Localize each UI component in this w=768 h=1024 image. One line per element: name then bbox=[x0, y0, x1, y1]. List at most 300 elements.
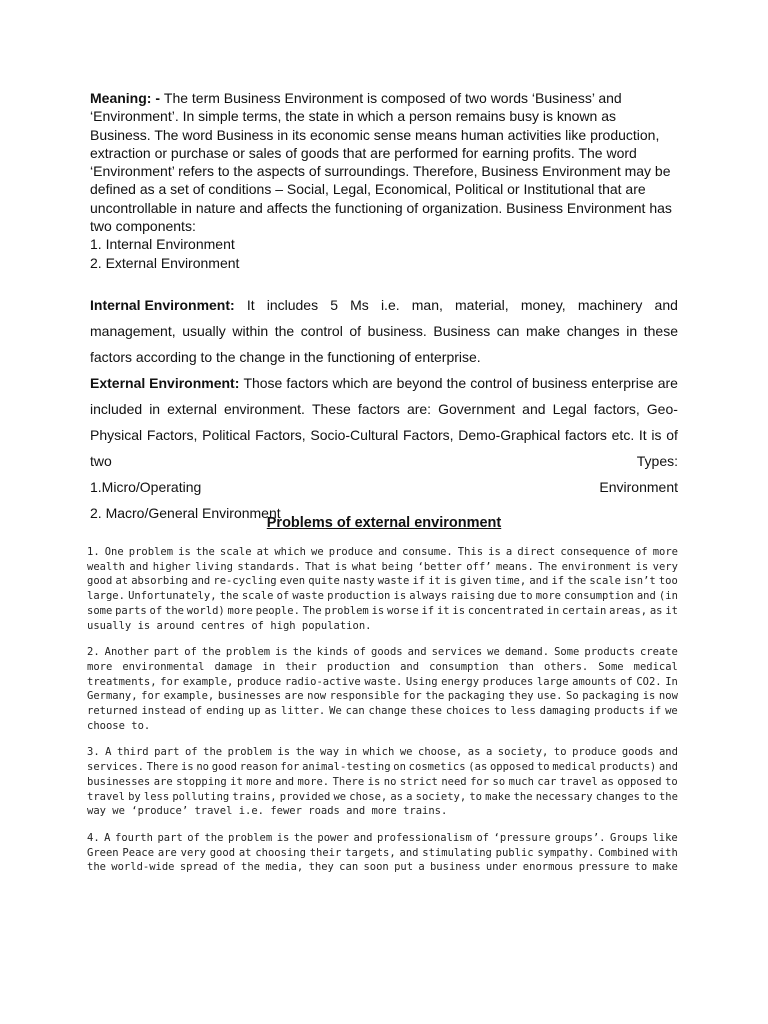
word: we bbox=[399, 746, 413, 759]
word: others. bbox=[544, 660, 589, 673]
word: Socio-Cultural bbox=[310, 427, 399, 443]
word: of bbox=[184, 746, 198, 759]
word: parts bbox=[115, 604, 147, 617]
word: part bbox=[154, 746, 180, 759]
text-run: 2. External Environment bbox=[90, 254, 240, 271]
word: This bbox=[457, 546, 484, 558]
word: choices bbox=[445, 705, 491, 718]
word: targets, bbox=[345, 846, 396, 859]
word: and bbox=[654, 297, 678, 313]
word: in bbox=[626, 323, 638, 339]
word: the bbox=[425, 690, 445, 703]
word: services. bbox=[87, 761, 144, 774]
word: goods bbox=[371, 646, 403, 659]
word: more bbox=[87, 660, 113, 673]
word: problem bbox=[227, 746, 272, 759]
word: people. bbox=[255, 604, 300, 617]
word: we bbox=[487, 646, 500, 659]
word: is bbox=[488, 546, 501, 558]
text-line bbox=[87, 545, 678, 560]
word: and bbox=[191, 575, 211, 588]
word: provided bbox=[279, 790, 331, 803]
word: consequence bbox=[560, 546, 630, 558]
word: and bbox=[129, 560, 149, 573]
word: energy bbox=[441, 675, 480, 688]
word: and bbox=[658, 746, 678, 759]
text-line bbox=[87, 745, 678, 760]
meaning-heading: Meaning: - bbox=[90, 90, 164, 106]
word: is bbox=[276, 831, 290, 844]
word: for bbox=[470, 775, 490, 788]
word: which bbox=[332, 375, 369, 391]
word: which bbox=[274, 546, 306, 558]
word: enormous bbox=[522, 861, 574, 874]
word: put bbox=[394, 861, 414, 874]
word: includes bbox=[266, 297, 319, 313]
word: example, bbox=[182, 675, 234, 688]
text-line bbox=[90, 180, 678, 198]
word: as bbox=[467, 746, 481, 759]
text-line bbox=[90, 448, 678, 474]
word: is bbox=[651, 427, 662, 443]
word: much bbox=[508, 775, 534, 788]
word: Ms bbox=[350, 297, 369, 313]
word: more bbox=[535, 590, 561, 603]
word: it bbox=[428, 575, 441, 588]
word: is bbox=[277, 746, 291, 759]
word: part bbox=[157, 831, 183, 844]
problems-list bbox=[87, 545, 678, 887]
word: can bbox=[345, 705, 365, 718]
problems-title-text: Problems of external environment bbox=[266, 515, 502, 531]
word: means. bbox=[495, 560, 534, 573]
word: and bbox=[636, 590, 656, 603]
word: their bbox=[285, 660, 317, 673]
text-line: usually is around centres of high population. bbox=[87, 619, 372, 632]
word: very bbox=[180, 846, 206, 859]
word: the bbox=[292, 646, 312, 659]
text-run: uncontrollable in nature and affects the functioning of organization. Business Environment has bbox=[90, 199, 672, 216]
word: are bbox=[157, 846, 177, 859]
word: the bbox=[204, 831, 224, 844]
text-line bbox=[87, 675, 678, 690]
word: strict bbox=[399, 775, 438, 788]
word: man, bbox=[411, 297, 443, 313]
text-line bbox=[87, 689, 678, 704]
word: is bbox=[180, 761, 194, 774]
word: and bbox=[400, 660, 420, 673]
word: concentrated bbox=[467, 604, 544, 617]
word: we bbox=[311, 546, 324, 558]
word: certain bbox=[562, 604, 607, 617]
word: fourth bbox=[115, 831, 153, 844]
external-environment-heading: External Environment: bbox=[90, 375, 240, 391]
word: groups’. bbox=[554, 831, 606, 844]
word: good bbox=[211, 761, 237, 774]
text-line bbox=[90, 107, 678, 125]
text-line bbox=[90, 235, 678, 253]
word: ‘pressure bbox=[493, 831, 551, 844]
word: professionalism bbox=[376, 831, 472, 844]
word: 2. bbox=[87, 646, 100, 659]
text-run: The term Business Environment is composed of two words ‘Business’ and bbox=[163, 90, 622, 106]
word: no bbox=[196, 761, 209, 774]
word: isn’t bbox=[624, 575, 656, 588]
text-run: ‘Environment’. In simple terms, the state in which a person remains busy is known as bbox=[90, 108, 617, 125]
word: the bbox=[203, 746, 223, 759]
word: car bbox=[537, 775, 557, 788]
text-run: defined as a set of conditions – Social, Legal, Economical, Political or Institutional that are bbox=[90, 181, 646, 198]
word: polluting bbox=[172, 790, 230, 803]
word: of bbox=[634, 546, 648, 558]
word: packaging bbox=[582, 690, 640, 703]
word: change bbox=[368, 705, 407, 718]
word: of bbox=[276, 590, 290, 603]
word: products) bbox=[599, 761, 657, 774]
word: as bbox=[601, 775, 614, 788]
word: time, bbox=[494, 575, 527, 588]
word: Germany, bbox=[87, 690, 138, 703]
word: goods bbox=[621, 746, 654, 759]
meaning-paragraph bbox=[90, 89, 678, 272]
word: in bbox=[149, 401, 161, 417]
word: to bbox=[469, 790, 482, 803]
word: stimulating bbox=[422, 846, 492, 859]
word: and bbox=[658, 761, 678, 774]
word: large bbox=[536, 675, 569, 688]
word: demand. bbox=[504, 646, 550, 659]
word: medical bbox=[552, 761, 597, 774]
text-run: 1. Internal Environment bbox=[90, 236, 235, 253]
word: Geo- bbox=[646, 401, 678, 417]
internal-environment-heading: Internal Environment: bbox=[90, 297, 235, 313]
word: to bbox=[665, 775, 678, 788]
text-line bbox=[87, 660, 678, 675]
word: Some bbox=[598, 660, 624, 673]
word: standards. bbox=[237, 560, 301, 573]
word: (as bbox=[468, 761, 488, 774]
word: Some bbox=[554, 646, 580, 659]
internal-environment-paragraph bbox=[90, 292, 678, 370]
word: damage bbox=[214, 660, 253, 673]
word: is bbox=[275, 646, 288, 659]
word: control bbox=[300, 323, 343, 339]
text-line bbox=[90, 254, 678, 272]
word: of bbox=[149, 604, 163, 617]
word: if bbox=[412, 575, 426, 588]
word: production bbox=[327, 590, 391, 603]
word: being bbox=[381, 560, 414, 573]
text-line bbox=[90, 292, 678, 318]
word: trains, bbox=[232, 790, 277, 803]
word: Business bbox=[433, 323, 491, 339]
word: problem bbox=[324, 604, 369, 617]
text-line bbox=[87, 846, 678, 861]
word: choosing bbox=[255, 846, 306, 859]
word: A bbox=[105, 746, 112, 759]
word: up bbox=[247, 705, 261, 718]
word: business bbox=[429, 861, 481, 874]
word: stopping bbox=[176, 775, 227, 788]
text-line bbox=[87, 704, 678, 719]
word: these bbox=[643, 323, 678, 339]
word: example, bbox=[163, 690, 215, 703]
word: we bbox=[665, 705, 678, 718]
word: Factors, bbox=[403, 427, 454, 443]
text-run: 1.Micro/Operating bbox=[90, 479, 202, 495]
word: if bbox=[648, 705, 662, 718]
word: is bbox=[367, 775, 381, 788]
text-line: factors according to the change in the functioning of enterprise. bbox=[90, 349, 481, 365]
word: which bbox=[362, 746, 395, 759]
word: is bbox=[178, 546, 191, 558]
word: The bbox=[302, 604, 322, 617]
word: the bbox=[513, 790, 533, 803]
text-line bbox=[87, 790, 678, 805]
word: higher bbox=[152, 560, 191, 573]
word: A bbox=[104, 831, 111, 844]
word: for bbox=[402, 690, 422, 703]
word: ‘better bbox=[417, 560, 462, 573]
text-line bbox=[90, 199, 678, 217]
word: and bbox=[275, 775, 295, 788]
word: There bbox=[332, 775, 365, 788]
word: it bbox=[665, 604, 678, 617]
word: is bbox=[334, 560, 348, 573]
word: for bbox=[160, 675, 180, 688]
word: of bbox=[620, 675, 633, 688]
word: factors bbox=[286, 375, 329, 391]
word: Factors, bbox=[146, 427, 198, 443]
word: included bbox=[90, 401, 143, 417]
word: is bbox=[371, 604, 385, 617]
word: of bbox=[184, 646, 197, 659]
word: less bbox=[510, 705, 536, 718]
text-run: Types: bbox=[636, 453, 678, 469]
word: the bbox=[658, 790, 678, 803]
text-run: two components: bbox=[90, 218, 196, 235]
text-line bbox=[90, 89, 678, 107]
word: control bbox=[470, 375, 513, 391]
text-line bbox=[87, 604, 678, 619]
word: if bbox=[551, 575, 565, 588]
word: and bbox=[522, 401, 546, 417]
word: a bbox=[418, 861, 425, 874]
word: are bbox=[284, 690, 304, 703]
word: environment bbox=[561, 560, 632, 573]
text-run: two bbox=[90, 453, 112, 469]
text-line bbox=[90, 144, 678, 162]
word: for bbox=[280, 761, 300, 774]
word: their bbox=[309, 846, 342, 859]
word: the bbox=[274, 323, 295, 339]
word: reason bbox=[239, 761, 278, 774]
word: and bbox=[399, 846, 419, 859]
word: the bbox=[201, 646, 221, 659]
word: products bbox=[594, 705, 645, 718]
word: the bbox=[241, 861, 260, 874]
word: at bbox=[256, 546, 270, 558]
word: products bbox=[584, 646, 635, 659]
word: Political bbox=[202, 427, 251, 443]
word: public bbox=[495, 846, 534, 859]
word: too bbox=[658, 575, 678, 588]
word: of bbox=[666, 427, 678, 443]
word: and bbox=[353, 831, 373, 844]
word: CO2. bbox=[636, 675, 662, 688]
word: The bbox=[538, 560, 558, 573]
word: enterprise bbox=[591, 375, 654, 391]
text-line bbox=[87, 860, 678, 875]
word: at bbox=[238, 846, 252, 859]
word: large. bbox=[87, 590, 125, 603]
word: the bbox=[446, 375, 467, 391]
word: more bbox=[227, 604, 253, 617]
word: it bbox=[436, 604, 450, 617]
word: part bbox=[153, 646, 180, 659]
word: changes bbox=[595, 790, 640, 803]
word: worse bbox=[387, 604, 419, 617]
word: chose, bbox=[349, 790, 388, 803]
word: litter. bbox=[281, 705, 326, 718]
text-line bbox=[90, 396, 678, 422]
word: off’ bbox=[466, 560, 492, 573]
word: for bbox=[141, 690, 161, 703]
word: produces bbox=[482, 675, 534, 688]
word: responsible bbox=[329, 690, 400, 703]
text-run: Business. The word Business in its economic sense means human activities like production, bbox=[90, 126, 660, 143]
problem-paragraph bbox=[87, 545, 678, 633]
word: waste bbox=[377, 575, 410, 588]
word: make bbox=[485, 790, 511, 803]
text-line bbox=[87, 760, 678, 775]
word: spread bbox=[179, 861, 218, 874]
word: factors, bbox=[593, 401, 640, 417]
word: make bbox=[652, 861, 678, 874]
word: travel bbox=[87, 790, 125, 803]
external-environment-paragraph bbox=[90, 370, 678, 526]
word: society, bbox=[497, 746, 549, 759]
word: sympathy. bbox=[537, 846, 595, 859]
word: and bbox=[378, 546, 398, 558]
word: changes bbox=[566, 323, 620, 339]
word: is bbox=[452, 604, 466, 617]
word: amounts bbox=[572, 675, 617, 688]
word: medical bbox=[633, 660, 678, 673]
word: That bbox=[305, 560, 331, 573]
word: re-cycling bbox=[213, 575, 277, 588]
word: There bbox=[146, 761, 179, 774]
word: of bbox=[516, 375, 528, 391]
word: the bbox=[195, 546, 215, 558]
word: third bbox=[117, 746, 149, 759]
word: as bbox=[264, 705, 278, 718]
text-line bbox=[90, 422, 678, 448]
word: we bbox=[333, 790, 347, 803]
word: always bbox=[409, 590, 448, 603]
word: is bbox=[642, 690, 656, 703]
word: now bbox=[658, 690, 678, 703]
word: usually bbox=[182, 323, 226, 339]
text-line bbox=[90, 126, 678, 144]
text-line: choose to. bbox=[87, 719, 151, 732]
word: world-wide bbox=[111, 861, 175, 874]
word: Unfortunately, bbox=[128, 590, 217, 603]
word: more. bbox=[297, 775, 330, 788]
word: cosmetics bbox=[408, 761, 466, 774]
word: These bbox=[311, 401, 351, 417]
word: Physical bbox=[90, 427, 143, 443]
word: now bbox=[307, 690, 327, 703]
word: 3. bbox=[87, 746, 100, 759]
word: choose, bbox=[418, 746, 463, 759]
text-line bbox=[87, 589, 678, 604]
word: so bbox=[492, 775, 506, 788]
text-line bbox=[90, 217, 678, 235]
word: way bbox=[320, 746, 340, 759]
word: in bbox=[546, 604, 560, 617]
word: of bbox=[223, 861, 236, 874]
text-run: ‘Environment’ refers to the aspects of surroundings. Therefore, Business Environment may be bbox=[90, 163, 671, 180]
word: scale bbox=[241, 590, 274, 603]
word: We bbox=[329, 705, 342, 718]
text-line bbox=[87, 560, 678, 575]
word: consume. bbox=[402, 546, 453, 558]
word: 1. bbox=[87, 546, 100, 558]
word: to bbox=[536, 761, 550, 774]
word: as bbox=[390, 790, 404, 803]
word: create bbox=[639, 646, 678, 659]
word: use. bbox=[537, 690, 563, 703]
word: environment. bbox=[223, 401, 305, 417]
word: Combined bbox=[598, 846, 649, 859]
word: beyond bbox=[396, 375, 443, 391]
word: business bbox=[532, 375, 588, 391]
word: power bbox=[317, 831, 349, 844]
word: problem bbox=[128, 546, 174, 558]
word: very bbox=[652, 560, 678, 573]
word: of bbox=[349, 323, 362, 339]
word: opposed bbox=[489, 761, 535, 774]
word: can bbox=[339, 861, 359, 874]
text-line bbox=[90, 318, 678, 344]
word: consumption bbox=[429, 660, 499, 673]
word: by bbox=[128, 790, 141, 803]
word: treatments, bbox=[87, 675, 157, 688]
word: is bbox=[444, 575, 457, 588]
word: no bbox=[383, 775, 397, 788]
word: if bbox=[421, 604, 435, 617]
word: businesses bbox=[87, 775, 151, 788]
text-line: 2. Macro/General Environment bbox=[90, 505, 281, 521]
word: travel bbox=[559, 775, 598, 788]
word: machinery bbox=[577, 297, 643, 313]
text-run: extraction or purchase or sales of goods that are performed for earning profits. The word bbox=[90, 144, 637, 161]
problems-title bbox=[90, 515, 678, 531]
word: good bbox=[209, 846, 236, 859]
word: returned bbox=[87, 705, 138, 718]
text-run: Environment bbox=[599, 479, 678, 495]
word: more bbox=[246, 775, 272, 788]
word: It bbox=[638, 427, 647, 443]
text-line bbox=[90, 474, 678, 500]
text-line bbox=[90, 370, 678, 396]
word: scale bbox=[589, 575, 621, 588]
problem-paragraph bbox=[87, 831, 678, 875]
word: more bbox=[652, 546, 678, 558]
word: in bbox=[344, 746, 358, 759]
word: due bbox=[497, 590, 517, 603]
